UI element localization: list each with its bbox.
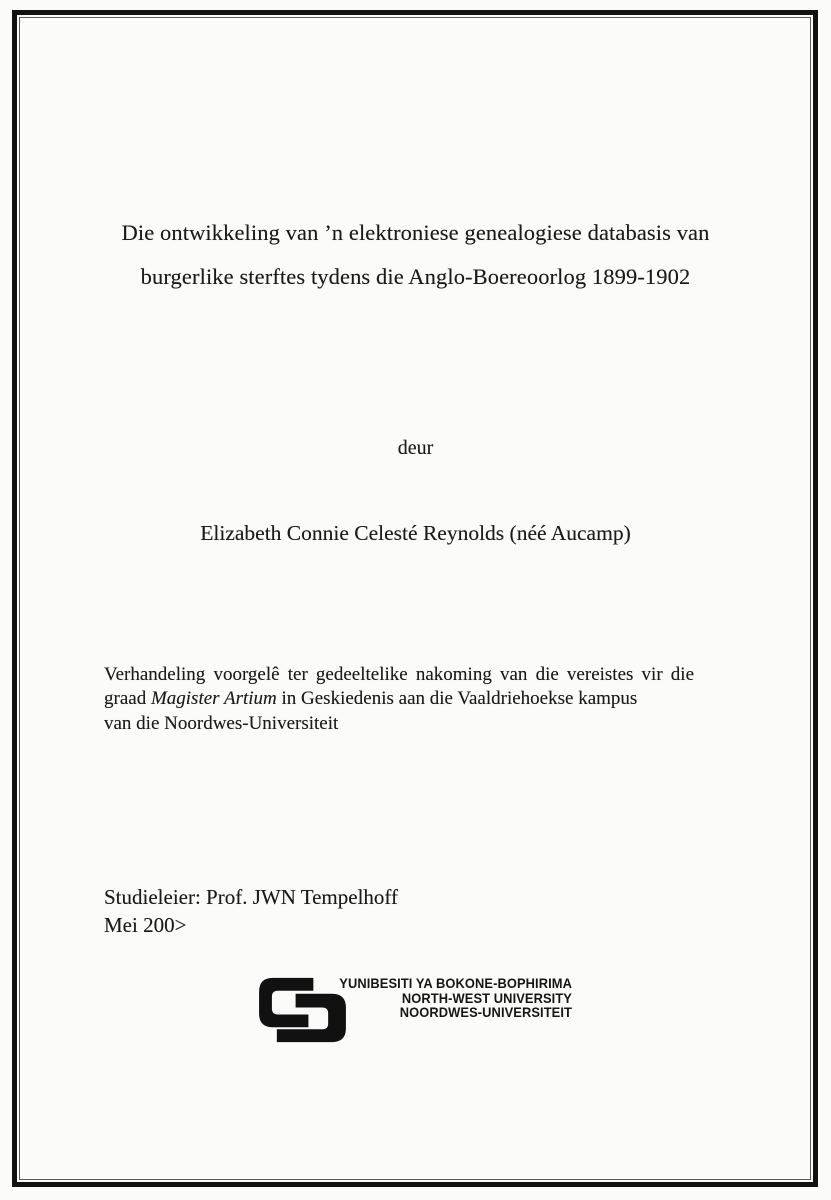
degree-statement	[104, 663, 742, 736]
degree-name: Magister Artium	[150, 688, 277, 710]
university-name-afrikaans: NOORDWES-UNIVERSITEIT	[399, 1004, 572, 1021]
thesis-title-line-1: Die ontwikkeling van ’n elektroniese genealogiese databasis van	[121, 220, 710, 245]
university-logo-text	[336, 976, 572, 1020]
degree-statement-line-3: van die Noordwes-Universiteit	[104, 712, 339, 734]
degree-statement-line-2-post: in Geskiedenis aan die Vaaldriehoekse kampus	[276, 688, 638, 710]
supervisor-block	[104, 884, 398, 939]
degree-statement-line-2	[104, 687, 742, 711]
thesis-title	[50, 211, 781, 299]
university-logo	[256, 973, 572, 1051]
thesis-title-line-2: burgerlike sterftes tydens die Anglo-Boereoorlog 1899-1902	[140, 264, 691, 289]
university-name-english: NORTH-WEST UNIVERSITY	[401, 989, 572, 1006]
author-name: Elizabeth Connie Celesté Reynolds (néé Aucamp)	[200, 521, 631, 545]
nwu-chain-links-icon	[256, 973, 349, 1048]
byline-label: deur	[397, 437, 434, 459]
date-line: Mei 200>	[104, 912, 187, 937]
supervisor-line: Studieleier: Prof. JWN Tempelhoff	[104, 885, 399, 909]
degree-statement-line-2-pre: graad	[104, 688, 151, 710]
degree-statement-line-1: Verhandeling voorgelê ter gedeeltelike nakoming van die vereistes vir die	[104, 664, 695, 685]
university-name-setswana: YUNIBESITI YA BOKONE-BOPHIRIMA	[339, 975, 572, 991]
